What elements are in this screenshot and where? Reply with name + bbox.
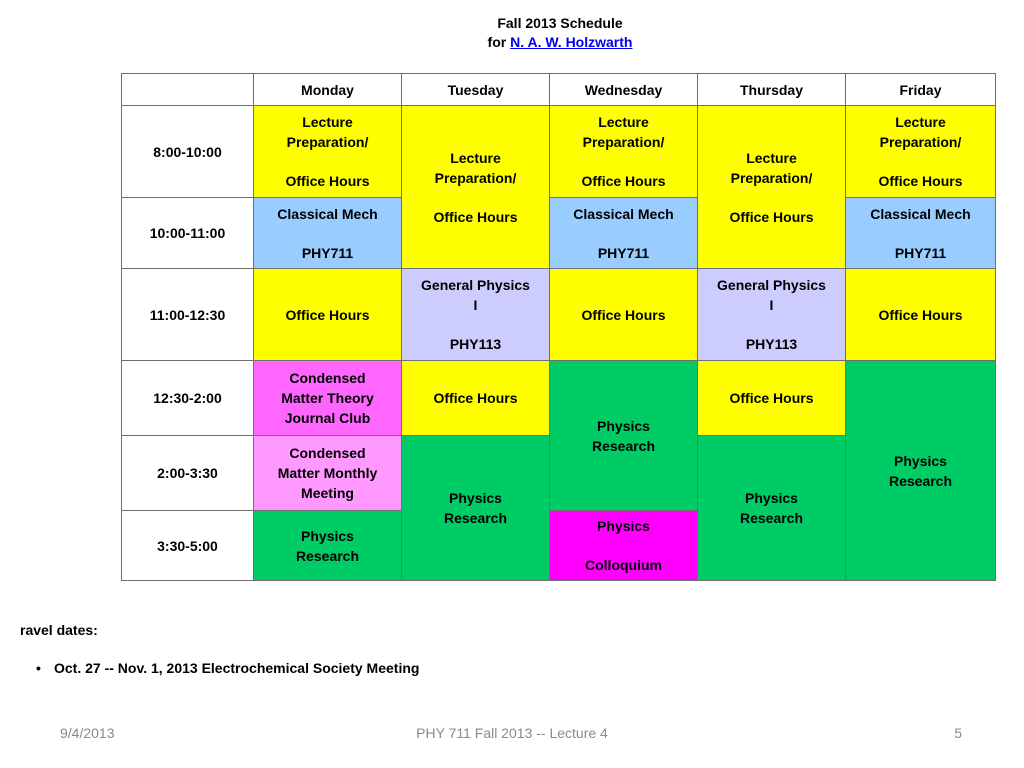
tue-office-hours <box>402 361 550 436</box>
course-name: Classical Mech <box>573 205 674 222</box>
lecture-line-2: Preparation/ <box>434 169 517 186</box>
time-330-5: 3:30-5:00 <box>122 511 254 581</box>
research-line-1: Physics <box>449 490 502 506</box>
colloquium-line-2: Colloquium <box>585 557 662 573</box>
event-line-3: Meeting <box>301 485 354 501</box>
corner-cell <box>122 74 254 106</box>
wed-classical-mech <box>550 198 698 269</box>
footer-page-number: 5 <box>954 725 962 741</box>
lecture-line-2: Preparation/ <box>879 134 962 150</box>
footer-title: PHY 711 Fall 2013 -- Lecture 4 <box>416 725 608 741</box>
course-name: General Physics <box>717 277 826 293</box>
thu-lecture-prep <box>698 106 846 269</box>
travel-dates-label: ravel dates: <box>20 622 98 638</box>
time-2-330: 2:00-3:30 <box>122 436 254 511</box>
holzwarth-link[interactable]: N. A. W. Holzwarth <box>510 34 633 50</box>
table-row <box>122 269 996 361</box>
course-name-numeral: I <box>473 297 478 313</box>
time-8-10: 8:00-10:00 <box>122 106 254 198</box>
schedule-title-block <box>0 14 1024 52</box>
table-row <box>122 106 996 198</box>
course-code: PHY711 <box>597 244 650 261</box>
event-line-3: Journal Club <box>284 410 371 426</box>
table-row <box>122 198 996 269</box>
office-hours-line: Office Hours <box>433 390 518 406</box>
lecture-line-2: Preparation/ <box>730 169 813 186</box>
tue-lecture-prep <box>402 106 550 269</box>
office-hours-line: Office Hours <box>729 208 814 225</box>
course-code: PHY113 <box>449 336 502 352</box>
course-code: PHY113 <box>745 336 798 352</box>
lecture-line-2: Preparation/ <box>582 134 665 150</box>
tue-physics-research <box>402 436 550 581</box>
fri-classical-mech <box>846 198 996 269</box>
research-line-2: Research <box>888 472 953 489</box>
research-line-2: Research <box>443 510 508 526</box>
office-hours-line: Office Hours <box>729 390 814 406</box>
mon-classical-mech <box>254 198 402 269</box>
office-hours-line: Office Hours <box>878 173 963 189</box>
time-11-1230: 11:00-12:30 <box>122 269 254 361</box>
course-name: Classical Mech <box>870 205 971 222</box>
research-line-2: Research <box>591 437 656 454</box>
mon-lecture-prep <box>254 106 402 198</box>
lecture-line-2: Preparation/ <box>286 134 369 150</box>
time-10-11: 10:00-11:00 <box>122 198 254 269</box>
schedule-subtitle <box>0 33 1024 52</box>
office-hours-line: Office Hours <box>581 306 666 323</box>
time-1230-2: 12:30-2:00 <box>122 361 254 436</box>
lecture-line-1: Lecture <box>450 149 501 166</box>
lecture-line-1: Lecture <box>746 149 797 166</box>
day-header-thursday: Thursday <box>698 74 846 106</box>
research-line-2: Research <box>739 510 804 526</box>
research-line-1: Physics <box>597 417 650 434</box>
course-name-numeral: I <box>769 297 774 313</box>
fri-physics-research <box>846 361 996 581</box>
course-code: PHY711 <box>301 244 354 261</box>
office-hours-line: Office Hours <box>285 173 370 189</box>
bullet-icon: • <box>36 660 41 676</box>
day-header-tuesday: Tuesday <box>402 74 550 106</box>
day-header-monday: Monday <box>254 74 402 106</box>
research-line-1: Physics <box>745 490 798 506</box>
course-code: PHY711 <box>894 244 947 261</box>
colloquium-line-1: Physics <box>597 518 650 534</box>
mon-cm-monthly-meeting <box>254 436 402 511</box>
table-header-row <box>122 74 996 106</box>
research-line-1: Physics <box>301 527 354 544</box>
thu-physics-research <box>698 436 846 581</box>
mon-office-hours <box>254 269 402 361</box>
wed-physics-research <box>550 361 698 511</box>
travel-list <box>36 660 419 676</box>
schedule-table <box>121 73 996 581</box>
for-prefix: for <box>487 34 507 50</box>
office-hours-line: Office Hours <box>581 173 666 189</box>
lecture-line-1: Lecture <box>302 114 353 130</box>
wed-lecture-prep <box>550 106 698 198</box>
office-hours-line: Office Hours <box>433 208 518 225</box>
footer-date: 9/4/2013 <box>60 725 115 741</box>
office-hours-line: Office Hours <box>285 306 370 323</box>
thu-office-hours <box>698 361 846 436</box>
lecture-line-1: Lecture <box>598 114 649 130</box>
fri-lecture-prep <box>846 106 996 198</box>
mon-cm-theory-club <box>254 361 402 436</box>
table-row <box>122 361 996 436</box>
tue-general-physics <box>402 269 550 361</box>
mon-physics-research <box>254 511 402 581</box>
research-line-1: Physics <box>894 452 947 469</box>
fri-office-hours <box>846 269 996 361</box>
event-line-1: Condensed <box>289 370 366 386</box>
thu-general-physics <box>698 269 846 361</box>
lecture-line-1: Lecture <box>895 114 946 130</box>
travel-item-text: Oct. 27 -- Nov. 1, 2013 Electrochemical Society Meeting <box>54 660 420 676</box>
course-name: General Physics <box>421 277 530 293</box>
course-name: Classical Mech <box>277 205 378 222</box>
event-line-1: Condensed <box>289 445 366 461</box>
research-line-2: Research <box>295 547 360 564</box>
office-hours-line: Office Hours <box>878 306 963 323</box>
day-header-friday: Friday <box>846 74 996 106</box>
event-line-2: Matter Theory <box>281 390 374 406</box>
wed-physics-colloquium <box>550 511 698 581</box>
list-item <box>36 660 419 676</box>
schedule-title: Fall 2013 Schedule <box>497 15 623 31</box>
event-line-2: Matter Monthly <box>277 465 378 481</box>
wed-office-hours <box>550 269 698 361</box>
day-header-wednesday: Wednesday <box>550 74 698 106</box>
